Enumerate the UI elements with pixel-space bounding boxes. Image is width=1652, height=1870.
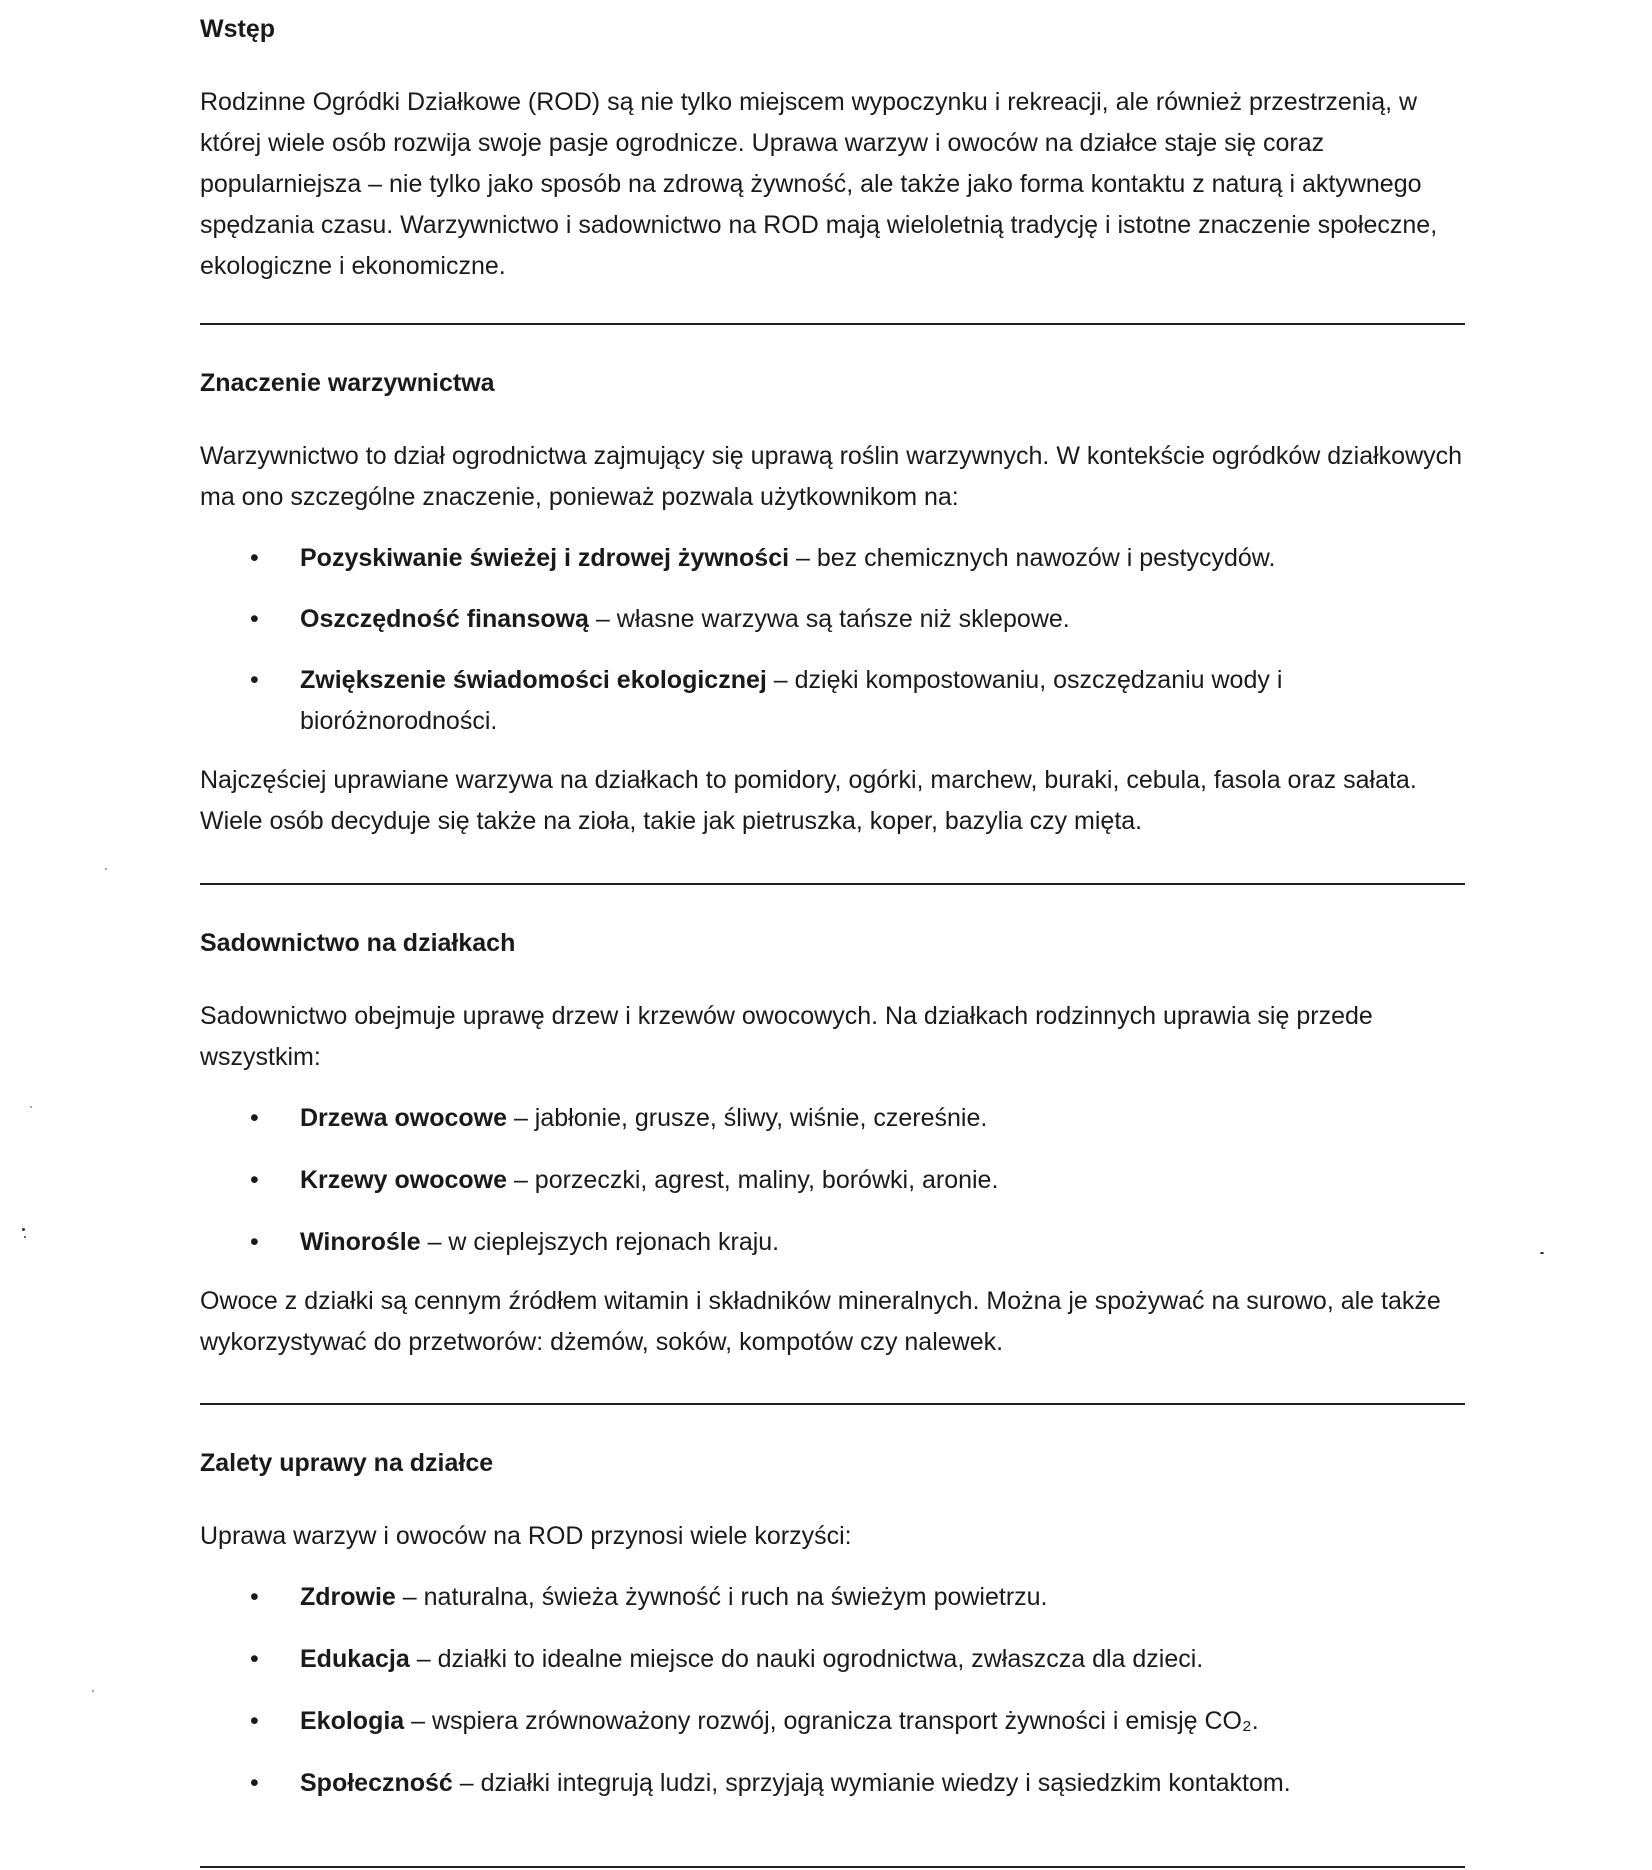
bullet-text: – dzięki kompostowaniu, oszczędzaniu wody i bioróżnorodności. [300, 666, 1283, 735]
list-item [200, 1222, 1470, 1263]
bullet-text: – naturalna, świeża żywność i ruch na świeżym powietrzu. [395, 1583, 1048, 1611]
bullet-term: Pozyskiwanie świeżej i zdrowej żywności [300, 544, 790, 572]
bullet-term: Ekologia [300, 1707, 405, 1735]
list-item [200, 1160, 1470, 1201]
list-item [200, 1098, 1470, 1139]
scan-speck [1540, 1252, 1544, 1254]
bullet-term: Zdrowie [300, 1583, 396, 1611]
section-outro-paragraph: Najczęściej uprawiane warzywa na działkach to pomidory, ogórki, marchew, buraki, cebula, fasola oraz sałata. Wiele osób decyduje się także na zioła, takie jak pietruszka, koper, bazylia czy mięta. [200, 766, 1417, 835]
bullet-marker: • [250, 544, 259, 572]
list-item [200, 1701, 1470, 1742]
bullet-list [200, 1577, 1470, 1804]
bullet-term: Krzewy owocowe [300, 1166, 507, 1194]
section-orchards [200, 928, 1470, 1363]
section-heading: Zalety uprawy na działce [200, 1449, 494, 1477]
scan-speck [105, 868, 107, 870]
bullet-text: – porzeczki, agrest, maliny, borówki, aronie. [507, 1166, 999, 1194]
section-benefits [200, 1448, 1470, 1804]
bullet-marker: • [250, 1769, 259, 1797]
section-divider [200, 323, 1465, 325]
section-intro [200, 14, 1470, 287]
bullet-text: – bez chemicznych nawozów i pestycydów. [789, 544, 1276, 572]
scan-speck [22, 1228, 25, 1231]
section-heading: Sadownictwo na działkach [200, 929, 516, 957]
scan-speck [24, 1236, 26, 1238]
bullet-marker: • [250, 1228, 259, 1256]
list-item [200, 599, 1470, 640]
bullet-term: Winorośle [300, 1228, 421, 1256]
section-divider [200, 1403, 1465, 1405]
bullet-marker: • [250, 1707, 259, 1735]
bullet-list [200, 1098, 1470, 1263]
section-paragraph: Rodzinne Ogródki Działkowe (ROD) są nie tylko miejscem wypoczynku i rekreacji, ale również przestrzenią, w której wiele osób rozwija swoje pasje ogrodnicze. Uprawa warzyw i owoców na działce staje się coraz popularniejsza – nie tylko jako sposób na zdrową żywność, ale także jako forma kontaktu z naturą i aktywnego spędzania czasu. Warzywnictwo i sadownictwo na ROD mają wieloletnią tradycję i istotne znaczenie społeczne, ekologiczne i ekonomiczne. [200, 88, 1438, 280]
bullet-text: – wspiera zrównoważony rozwój, ogranicza transport żywności i emisję CO₂. [404, 1707, 1259, 1735]
scan-speck [30, 1106, 32, 1108]
section-intro-paragraph: Warzywnictwo to dział ogrodnictwa zajmujący się uprawą roślin warzywnych. W kontekście ogródków działkowych ma ono szczególne znaczenie, ponieważ pozwala użytkownikom na: [200, 442, 1463, 511]
bullet-marker: • [250, 1645, 259, 1673]
bullet-list [200, 538, 1470, 742]
bullet-marker: • [250, 1166, 259, 1194]
list-item [200, 660, 1470, 742]
section-heading: Znaczenie warzywnictwa [200, 369, 495, 397]
bullet-marker: • [250, 1104, 259, 1132]
list-item [200, 538, 1470, 579]
bullet-text: – w cieplejszych rejonach kraju. [420, 1228, 780, 1256]
bullet-marker: • [250, 605, 259, 633]
section-heading: Wstęp [200, 15, 275, 43]
section-vegetables [200, 368, 1470, 842]
bullet-marker: • [250, 1583, 259, 1611]
section-divider [200, 883, 1465, 885]
list-item [200, 1577, 1470, 1618]
bullet-term: Edukacja [300, 1645, 410, 1673]
section-intro-paragraph: Sadownictwo obejmuje uprawę drzew i krzewów owocowych. Na działkach rodzinnych uprawia się przede wszystkim: [200, 1002, 1373, 1071]
bullet-term: Oszczędność finansową [300, 605, 589, 633]
bullet-text: – działki to idealne miejsce do nauki ogrodnictwa, zwłaszcza dla dzieci. [409, 1645, 1204, 1673]
bullet-term: Społeczność [300, 1769, 453, 1797]
section-outro-paragraph: Owoce z działki są cennym źródłem witamin i składników mineralnych. Można je spożywać na surowo, ale także wykorzystywać do przetworów: dżemów, soków, kompotów czy nalewek. [200, 1287, 1441, 1356]
bullet-text: – jabłonie, grusze, śliwy, wiśnie, czereśnie. [507, 1104, 988, 1132]
bullet-text: – własne warzywa są tańsze niż sklepowe. [588, 605, 1070, 633]
bullet-marker: • [250, 666, 259, 694]
scan-speck [92, 1690, 94, 1692]
list-item [200, 1639, 1470, 1680]
bullet-term: Drzewa owocowe [300, 1104, 507, 1132]
bullet-text: – działki integrują ludzi, sprzyjają wymianie wiedzy i sąsiedzkim kontaktom. [452, 1769, 1291, 1797]
list-item [200, 1763, 1470, 1804]
bullet-term: Zwiększenie świadomości ekologicznej [300, 666, 767, 694]
section-divider [200, 1866, 1465, 1868]
section-intro-paragraph: Uprawa warzyw i owoców na ROD przynosi wiele korzyści: [200, 1522, 852, 1550]
